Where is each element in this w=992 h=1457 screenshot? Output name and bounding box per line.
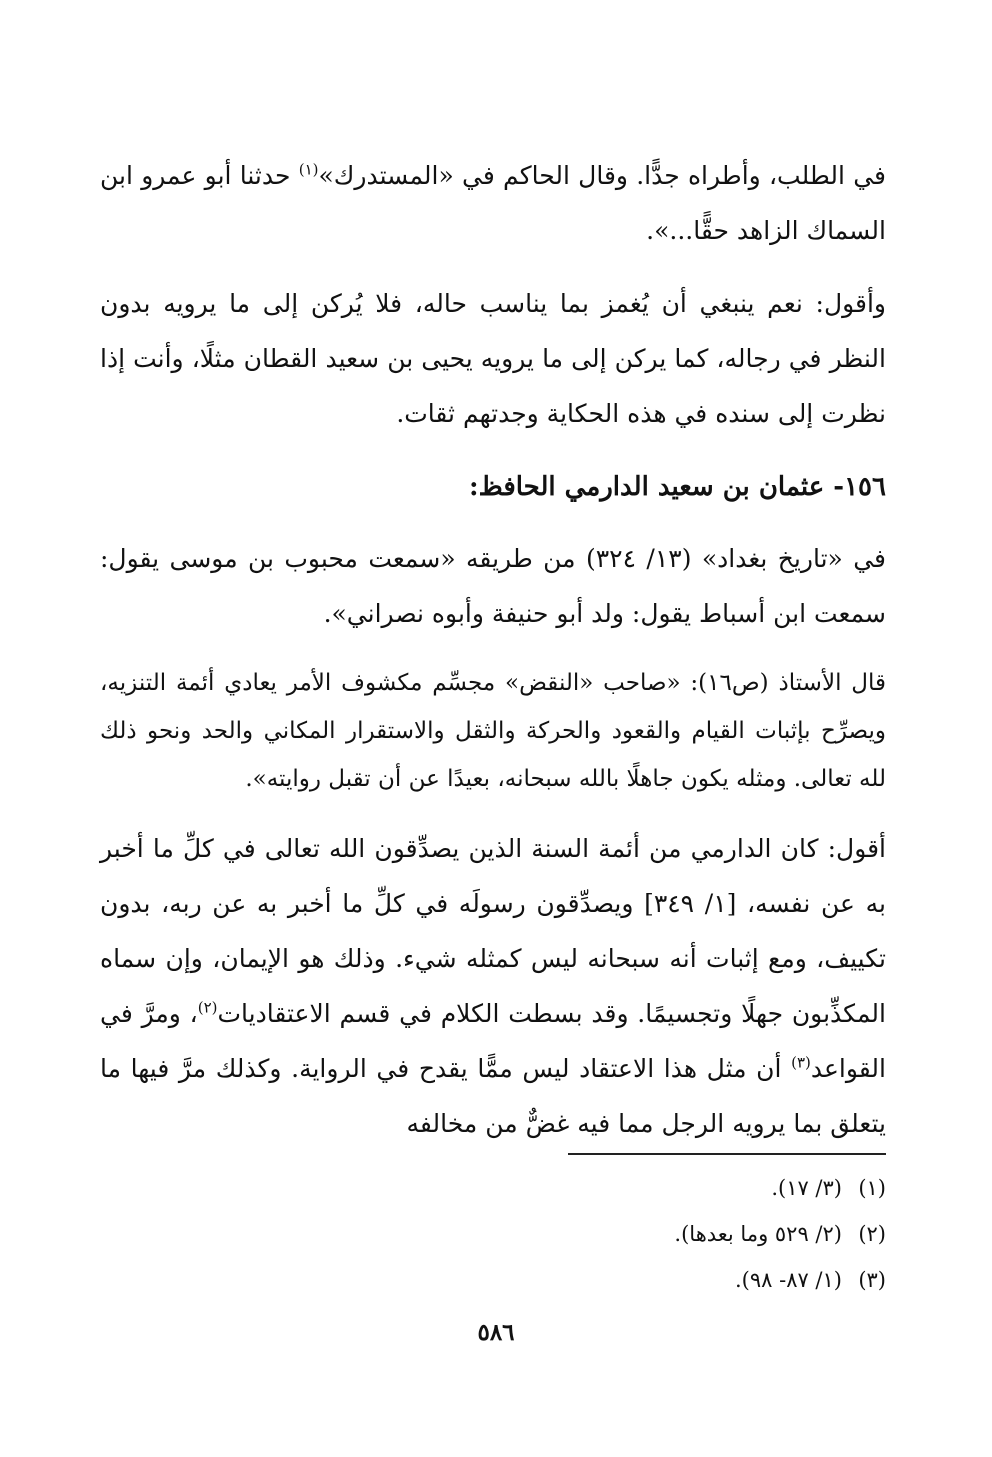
footnote-ref-3[interactable]: (٣) bbox=[791, 1053, 811, 1072]
footnote-text: (٣/ ١٧). bbox=[771, 1176, 842, 1200]
text-run: ، ومرَّ في القواعد bbox=[100, 999, 886, 1083]
text-run: في الطلب، وأطراه جدًّا. وقال الحاكم في «المستدرك» bbox=[318, 161, 886, 190]
footnote-ref-2[interactable]: (٢) bbox=[197, 998, 218, 1017]
footnote-2 bbox=[106, 1211, 886, 1257]
text-run: وأقول: نعم ينبغي أن يُغمز بما يناسب حاله، فلا يُركن إلى ما يرويه بدون النظر في رجاله، كما يركن إلى ما يرويه يحيى بن سعيد القطان مثلًا، وأنت إذا نظرت إلى سنده في هذه الحكاية وجدتهم ثقات. bbox=[100, 289, 886, 428]
footnote-text: (٢/ ٥٢٩ وما بعدها). bbox=[674, 1222, 842, 1246]
paragraph-2 bbox=[100, 276, 886, 441]
footnote-ref-1[interactable]: (١) bbox=[298, 160, 319, 179]
text-run: في «تاريخ بغداد» (١٣/ ٣٢٤) من طريقه «سمعت محبوب بن موسى يقول: سمعت ابن أسباط يقول: ولد أبو حنيفة وأبوه نصراني». bbox=[100, 544, 887, 628]
page-number: ٥٨٦ bbox=[477, 1319, 515, 1346]
paragraph-5 bbox=[100, 821, 886, 1151]
body-text bbox=[100, 148, 886, 1151]
text-run: أن مثل هذا الاعتقاد ليس ممًّا يقدح في الرواية. وكذلك مرَّ فيها ما يتعلق بما يرويه الرجل مما فيه غضٌّ من مخالفه bbox=[100, 1054, 886, 1138]
footnote-text: (١/ ٨٧- ٩٨). bbox=[734, 1268, 842, 1292]
footnote-number: (٢) bbox=[858, 1222, 886, 1246]
text-run: قال الأستاذ (ص١٦): «صاحب «النقض» مجسِّم مكشوف الأمر يعادي أئمة التنزيه، ويصرِّح بإثبات القيام والقعود والحركة والثقل والاستقرار المكاني والحد ونحو ذلك لله تعالى. ومثله يكون جاهلًا بالله سبحانه، بعيدًا عن أن تقبل روايته». bbox=[100, 670, 887, 792]
paragraph-3 bbox=[100, 531, 886, 641]
text-run: أقول: كان الدارمي من أئمة السنة الذين يصدِّقون الله تعالى في كلِّ ما أخبر به عن نفسه، [١/ ٣٤٩] ويصدِّقون رسولَه في كلِّ ما أخبر به عن ربه، بدون تكييف، ومع إثبات أنه سبحانه ليس كمثله شيء. وذلك هو الإيمان، وإن سماه المكذِّبون جهلًا وتجسيمًا. وقد بسطت الكلام في قسم الاعتقاديات bbox=[100, 834, 886, 1028]
footnote-number: (١) bbox=[858, 1176, 886, 1200]
footnote-separator bbox=[568, 1153, 886, 1155]
paragraph-4-quote bbox=[100, 659, 886, 803]
section-heading: ١٥٦- عثمان بن سعيد الدارمي الحافظ: bbox=[469, 472, 886, 502]
footnote-3 bbox=[106, 1257, 886, 1303]
text-run: حدثنا أبو عمرو ابن السماك الزاهد حقًّا...». bbox=[100, 161, 886, 245]
paragraph-1 bbox=[100, 148, 886, 258]
footnote-number: (٣) bbox=[858, 1268, 886, 1292]
footnote-1 bbox=[106, 1165, 886, 1211]
footnotes bbox=[106, 1165, 886, 1303]
